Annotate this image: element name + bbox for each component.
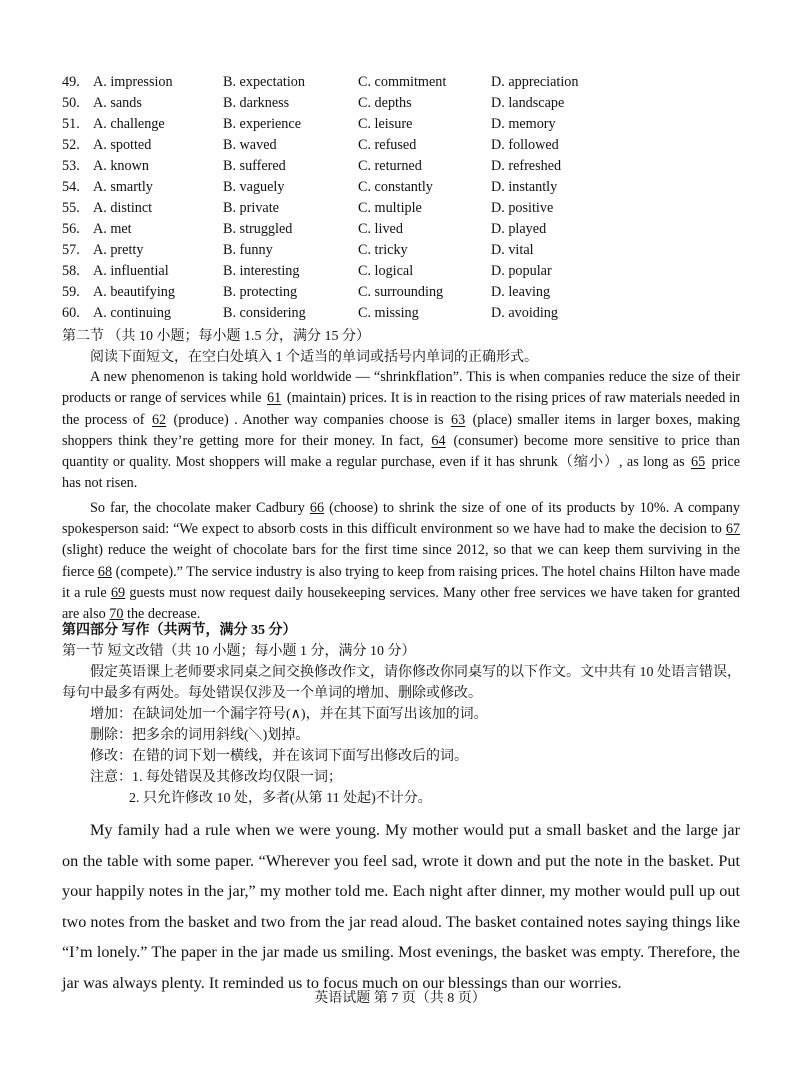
option-a: A. pretty bbox=[93, 242, 144, 258]
part4-instruction-1: 假定英语课上老师要求同桌之间交换修改作文，请你修改你同桌写的以下作文。文中共有 10 处语言错误， bbox=[90, 665, 741, 680]
option-a: A. sands bbox=[93, 95, 142, 111]
question-number: 50. bbox=[62, 95, 80, 111]
question-number: 57. bbox=[62, 242, 80, 258]
part4-instruction-2: 每句中最多有两处。每处错误仅涉及一个单词的增加、删除或修改。 bbox=[62, 686, 482, 701]
passage-text: (produce) . Another way companies choose is bbox=[168, 411, 449, 428]
question-number: 49. bbox=[62, 74, 80, 90]
option-a: A. challenge bbox=[93, 116, 165, 132]
option-a: A. spotted bbox=[93, 137, 152, 153]
option-b: B. funny bbox=[223, 242, 273, 258]
option-b: B. struggled bbox=[223, 221, 293, 237]
question-number: 53. bbox=[62, 158, 80, 174]
question-number: 52. bbox=[62, 137, 80, 153]
question-number: 58. bbox=[62, 263, 80, 279]
option-d: D. avoiding bbox=[491, 305, 558, 321]
option-d: D. positive bbox=[491, 200, 554, 216]
rule-delete: 删除：把多余的词用斜线(＼)划掉。 bbox=[90, 728, 310, 743]
question-number: 59. bbox=[62, 284, 80, 300]
blank-63[interactable]: 63 bbox=[450, 411, 466, 428]
option-c: C. lived bbox=[358, 221, 403, 237]
option-d: D. followed bbox=[491, 137, 559, 153]
option-d: D. refreshed bbox=[491, 158, 562, 174]
note-2: 2. 只允许修改 10 处，多者(从第 11 处起)不计分。 bbox=[129, 791, 432, 806]
passage-text: price has not risen. bbox=[62, 454, 740, 492]
option-c: C. leisure bbox=[358, 116, 413, 132]
option-a: A. smartly bbox=[93, 179, 153, 195]
option-b: B. interesting bbox=[223, 263, 300, 279]
question-number: 55. bbox=[62, 200, 80, 216]
option-b: B. suffered bbox=[223, 158, 286, 174]
passage-text: (consumer) become more sensitive to price than quantity or quality. Most shoppers will make a regular purchase, even if it has shrunk（缩小）, as long as bbox=[62, 432, 740, 471]
blank-66[interactable]: 66 bbox=[309, 499, 325, 516]
question-number: 54. bbox=[62, 179, 80, 195]
blank-61[interactable]: 61 bbox=[267, 390, 282, 407]
option-b: B. waved bbox=[223, 137, 277, 153]
option-c: C. returned bbox=[358, 158, 422, 174]
passage-text: (place) smaller items in larger boxes, making shoppers think they’re getting more for their money. In fact, bbox=[62, 411, 740, 449]
option-c: C. multiple bbox=[358, 200, 422, 216]
part4-subheading: 第一节 短文改错（共 10 小题；每小题 1 分，满分 10 分） bbox=[62, 644, 416, 659]
option-c: C. logical bbox=[358, 263, 414, 279]
section2-instruction: 阅读下面短文，在空白处填入 1 个适当的单词或括号内单词的正确形式。 bbox=[90, 350, 538, 365]
option-d: D. memory bbox=[491, 116, 556, 132]
passage-paragraph-1 bbox=[62, 367, 740, 495]
passage-text: guests must now request daily housekeeping services. Many other free services we have taken for granted are also bbox=[62, 584, 740, 623]
blank-65[interactable]: 65 bbox=[691, 454, 706, 471]
option-d: D. instantly bbox=[491, 179, 558, 195]
option-a: A. met bbox=[93, 221, 132, 237]
passage-text: (compete).” The service industry is also trying to keep from raising prices. The hotel chains Hilton have made it a rule bbox=[62, 563, 740, 601]
option-b: B. vaguely bbox=[223, 179, 285, 195]
option-d: D. leaving bbox=[491, 284, 551, 300]
question-number: 56. bbox=[62, 221, 80, 237]
option-b: B. considering bbox=[223, 305, 306, 321]
option-a: A. distinct bbox=[93, 200, 153, 216]
essay-text: My family had a rule when we were young. My mother would put a small basket and the large jar on the table with some paper. “Wherever you feel sad, wrote it down and put the note in the basket. Put your happily notes in the jar,” my mother told me. Each night after dinner, my mother would pull up out two notes from the basket and two from the jar read aloud. The basket contained notes saying things like “I’m lonely.” The paper in the jar made us smiling. Most evenings, the basket was empty. Therefore, the jar was always plenty. It reminded us to focus much on our blessings than our worries. bbox=[62, 821, 740, 992]
blank-68[interactable]: 68 bbox=[97, 563, 113, 580]
rule-modify: 修改：在错的词下划一横线，并在该词下面写出修改后的词。 bbox=[90, 749, 468, 764]
option-b: B. expectation bbox=[223, 74, 305, 90]
passage-text: (choose) to shrink the size of one of its products by 10%. A company spokesperson said: “We expect to absorb costs in this difficult environment so we have had to make the decision to bbox=[62, 499, 740, 538]
option-b: B. private bbox=[223, 200, 279, 216]
passage-text: (slight) reduce the weight of chocolate bars for the first time since 2012, so that we can keep them surviving in the fierce bbox=[62, 542, 740, 580]
option-c: C. surrounding bbox=[358, 284, 444, 300]
option-c: C. missing bbox=[358, 305, 419, 321]
option-a: A. beautifying bbox=[93, 284, 175, 300]
passage-paragraph-2 bbox=[62, 498, 740, 626]
option-d: D. played bbox=[491, 221, 547, 237]
blank-62[interactable]: 62 bbox=[151, 411, 167, 428]
passage-text: the decrease. bbox=[123, 606, 201, 623]
part4-heading: 第四部分 写作（共两节，满分 35 分） bbox=[62, 623, 297, 638]
passage-text: A new phenomenon is taking hold worldwide — “shrinkflation”. This is when companies reduce the size of their products or range of services while bbox=[62, 369, 740, 407]
note-1: 注意：1. 每处错误及其修改均仅限一词； bbox=[90, 770, 342, 785]
option-a: A. impression bbox=[93, 74, 173, 90]
grammar-passage bbox=[62, 367, 740, 626]
option-d: D. appreciation bbox=[491, 74, 579, 90]
option-c: C. depths bbox=[358, 95, 412, 111]
blank-70[interactable]: 70 bbox=[109, 606, 124, 623]
rule-add: 增加：在缺词处加一个漏字符号(∧)，并在其下面写出该加的词。 bbox=[90, 707, 488, 722]
option-c: C. tricky bbox=[358, 242, 408, 258]
blank-67[interactable]: 67 bbox=[725, 521, 740, 538]
passage-text: So far, the chocolate maker Cadbury bbox=[90, 499, 310, 516]
option-c: C. commitment bbox=[358, 74, 447, 90]
essay-passage bbox=[62, 815, 740, 998]
option-b: B. experience bbox=[223, 116, 301, 132]
option-b: B. darkness bbox=[223, 95, 290, 111]
option-a: A. continuing bbox=[93, 305, 172, 321]
page-footer: 英语试题 第 7 页（共 8 页） bbox=[314, 991, 486, 1006]
option-c: C. constantly bbox=[358, 179, 433, 195]
section2-heading: 第二节 （共 10 小题；每小题 1.5 分，满分 15 分） bbox=[62, 329, 370, 344]
question-number: 51. bbox=[62, 116, 80, 132]
option-d: D. landscape bbox=[491, 95, 565, 111]
option-c: C. refused bbox=[358, 137, 417, 153]
question-number: 60. bbox=[62, 305, 80, 321]
option-a: A. known bbox=[93, 158, 149, 174]
option-d: D. vital bbox=[491, 242, 534, 258]
blank-69[interactable]: 69 bbox=[110, 584, 126, 601]
passage-text: (maintain) prices. It is in reaction to the rising prices of raw materials needed in the process of bbox=[62, 390, 741, 428]
option-b: B. protecting bbox=[223, 284, 298, 300]
option-d: D. popular bbox=[491, 263, 552, 279]
blank-64[interactable]: 64 bbox=[431, 432, 446, 449]
option-a: A. influential bbox=[93, 263, 169, 279]
